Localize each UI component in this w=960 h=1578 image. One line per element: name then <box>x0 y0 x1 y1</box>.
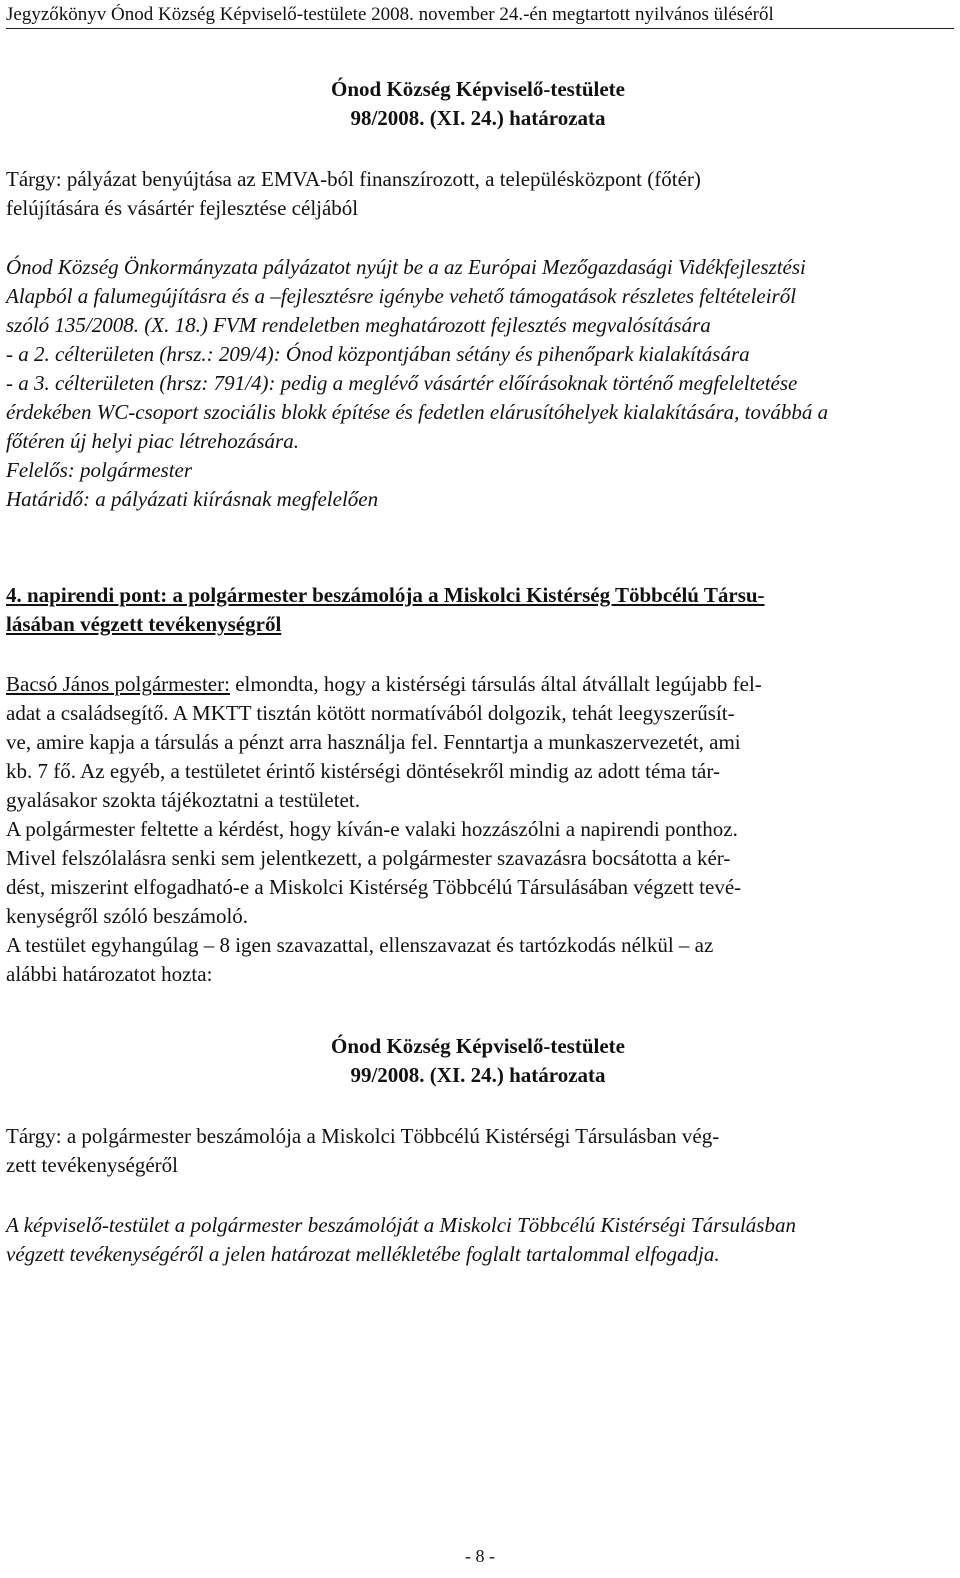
resolution-number: 99/2008. (XI. 24.) határozata <box>350 1063 606 1087</box>
discussion-line: Mivel felszólalásra senki sem jelentkezett, a polgármester szavazásra bocsátotta a kér- <box>6 846 731 870</box>
page-number: - 8 - <box>465 1546 495 1566</box>
subject-line: zett tevékenységéről <box>6 1153 178 1177</box>
subject-line: Tárgy: pályázat benyújtása az EMVA-ból finanszírozott, a településközpont (főtér) <box>6 167 701 191</box>
body-line: főtéren új helyi piac létrehozására. <box>6 429 299 453</box>
resolution-99-title <box>6 1032 950 1090</box>
body-line: érdekében WC-csoport szociális blokk építése és fedetlen elárusítóhelyek kialakítására, továbbá a <box>6 400 829 424</box>
heading-line: 4. napirendi pont: a polgármester beszámolója a Miskolci Kistérség Többcélú Társu- <box>6 583 765 607</box>
resolution-98-title <box>6 75 950 133</box>
resolution-99-subject <box>6 1122 950 1180</box>
agenda-item-4-heading <box>6 581 950 639</box>
discussion-text-start: elmondta, hogy a kistérségi társulás által átvállalt legújabb fel- <box>229 672 762 696</box>
resolution-98-subject <box>6 165 950 223</box>
body-line: Ónod Község Önkormányzata pályázatot nyújt be a az Európai Mezőgazdasági Vidékfejlesztési <box>6 255 806 279</box>
resolution-99-body <box>6 1211 950 1269</box>
discussion-line: kb. 7 fő. Az egyéb, a testületet érintő kistérségi döntésekről mindig az adott téma tár- <box>6 759 720 783</box>
discussion-line: A testület egyhangúlag – 8 igen szavazattal, ellenszavazat és tartózkodás nélkül – az <box>6 933 714 957</box>
resolution-98-body <box>6 253 950 514</box>
responsible-line: Felelős: polgármester <box>6 458 193 482</box>
speaker-name: Bacsó János polgármester: <box>6 672 230 696</box>
body-line: Alapból a falumegújításra és a –fejlesztésre igénybe vehető támogatások részletes feltételeiről <box>6 284 797 308</box>
subject-line: Tárgy: a polgármester beszámolója a Miskolci Többcélú Kistérségi Társulásban vég- <box>6 1124 720 1148</box>
discussion-line: ve, amire kapja a társulás a pénzt arra használja fel. Fenntartja a munkaszervezetét, ami <box>6 730 741 754</box>
deadline-line: Határidő: a pályázati kiírásnak megfelelően <box>6 487 379 511</box>
body-line: végzett tevékenységéről a jelen határozat mellékletébe foglalt tartalommal elfogadja. <box>6 1242 720 1266</box>
discussion-line: A polgármester feltette a kérdést, hogy kíván-e valaki hozzászólni a napirendi ponthoz. <box>6 817 738 841</box>
discussion-line: dést, miszerint elfogadható-e a Miskolci Kistérség Többcélú Társulásában végzett tevé- <box>6 875 742 899</box>
discussion-line: gyalásakor szokta tájékoztatni a testületet. <box>6 788 360 812</box>
discussion-line: kenységről szóló beszámoló. <box>6 904 249 928</box>
subject-line: felújítására és vásártér fejlesztése céljából <box>6 196 359 220</box>
resolution-number: 98/2008. (XI. 24.) határozata <box>350 106 606 130</box>
discussion-first-line <box>6 670 950 699</box>
body-line: - a 2. célterületen (hrsz.: 209/4): Ónod központjában sétány és pihenőpark kialakítására <box>6 342 750 366</box>
page-header: Jegyzőkönyv Ónod Község Képviselő-testülete 2008. november 24.-én megtartott nyilvános üléséről <box>6 4 954 29</box>
discussion-text <box>6 670 950 989</box>
discussion-line: alábbi határozatot hozta: <box>6 962 213 986</box>
body-line: szóló 135/2008. (X. 18.) FVM rendeletben meghatározott fejlesztés megvalósítására <box>6 313 711 337</box>
body-line: - a 3. célterületen (hrsz: 791/4): pedig a meglévő vásártér előírásoknak történő megfeleltetése <box>6 371 798 395</box>
body-line: A képviselő-testület a polgármester beszámolóját a Miskolci Többcélú Kistérségi Társulásban <box>6 1213 796 1237</box>
heading-line: lásában végzett tevékenységről <box>6 612 282 636</box>
discussion-line: adat a családsegítő. A MKTT tisztán kötött normatívából dolgozik, tehát leegyszerűsít- <box>6 701 735 725</box>
resolution-body-name: Ónod Község Képviselő-testülete <box>331 1034 625 1058</box>
resolution-body-name: Ónod Község Képviselő-testülete <box>331 77 625 101</box>
